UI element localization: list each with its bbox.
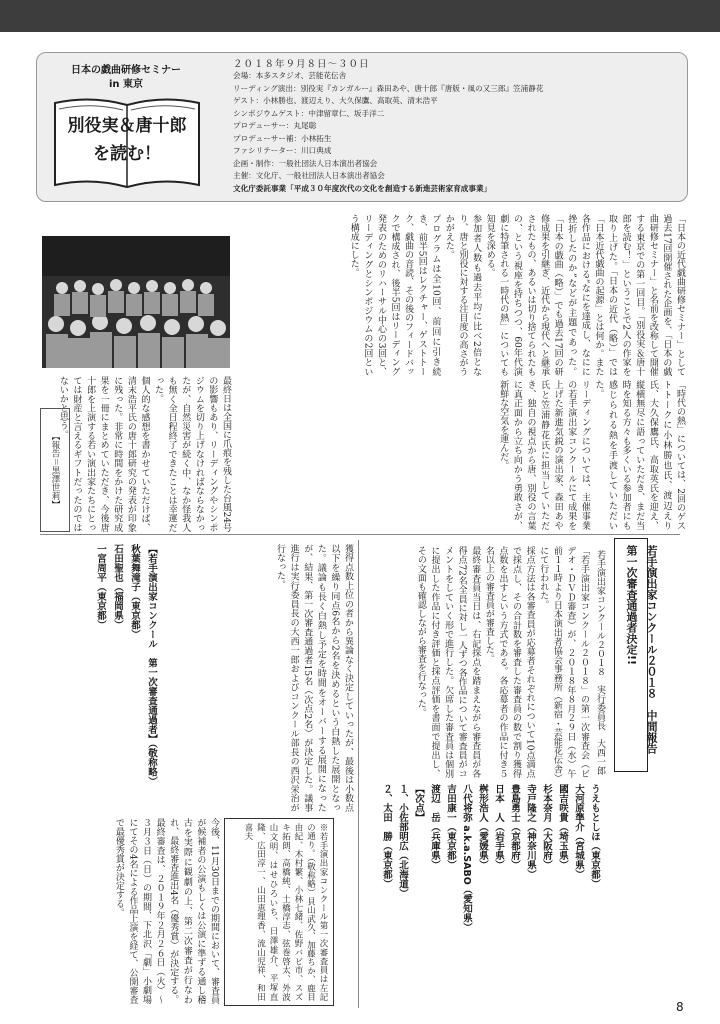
- closing-paragraph: 最終審査は、２０１９年２月２６日（火）～３月３日（日）の期間、下北沢「劇」小劇場にてその4名による作品上演を経て、公開審査で最優秀賞が決定する。: [113, 818, 165, 1004]
- passers-list-head: [40, 544, 160, 812]
- report-body-middle: [236, 380, 686, 530]
- top-bar: [0, 0, 720, 32]
- detail-producer: プロデューサー：丸尾聡: [233, 121, 317, 130]
- report-body-lower: [57, 376, 232, 532]
- seminar-title: 日本の戯曲研修セミナー: [71, 65, 181, 76]
- passer-item: 八代将弥 a.k.a.SABO（愛知県）: [461, 784, 472, 933]
- runner-up-item: ２、太田 勝（東京都）: [381, 784, 392, 889]
- book-title-line1: 別役実＆唐十郎: [67, 116, 187, 136]
- concours-title: 若手演出家コンクール２０１８ 中間報告 第一次審査通過者決定!!: [625, 545, 658, 765]
- passer-item: 日本 人（岩手県）: [493, 784, 504, 870]
- report-paragraph: 最終日は全国に爪痕を残した台風24号の影響もあり、リーディングやシンポジウムを切り上げなければならなかったが、自然災害が続く中、なか怪我人も無く全日程終了できたことは幸運だった。: [153, 376, 231, 532]
- report-paragraph: 「時代の熱」については、2回のゲストトークに小林勝也氏、渡辺えり氏、大久保鷹氏、高取英氏を迎え、縦横無尽に語っていただき、まだ当時を知る方々も多くいる参加者にも感じられる熱を手渡していただいた。: [593, 380, 685, 530]
- judges-note: ※若手演出家コンクール第一次審査員は左記の通り。（敬称略）貝山武久、加藤ちか、鹿目由紀、木村繁、小林七緒、佐野バビ市、スズキ拓朗、高橋純、土橋淳志、弦巻啓太、外波山文明、はせひろいち、日澤雄介、平塚直隆、広田淳一、山田恵理香、流山児祥、和田喜夫: [243, 823, 328, 1001]
- seminar-badge: [45, 59, 207, 195]
- passers-list: [366, 784, 602, 1002]
- passer-item: 石田聖也（福岡県）: [112, 544, 123, 630]
- concours-reporter: 若手演出家コンクール２０１８ 実行委員長 大西一郎: [595, 550, 605, 775]
- report-paragraph: 参加者人数も過去平均に比べ2倍となり、唐と別役に対する注目度の高さがうかがえた。: [443, 214, 482, 376]
- concours-paragraph: 獲得点数上位の者から異論なく決定していったが、最後は小数点以下を繰り同点6名から2名を決めるという白熱した展開となった。議論も長く白熱し予定を時間をオーバーする展開になったが、結果、第一次審査通過者15名（次点2名）が決定した。議事進行は実行委員長の大西一郎およびコンクール部長の西沢栄治が行なった。: [275, 544, 353, 812]
- detail-guests: ゲスト：小林勝也、渡辺えり、大久保鷹、高取英、清末浩平: [233, 96, 438, 105]
- seminar-date: ２０１８年９月８日～３０日: [233, 59, 370, 70]
- passer-item: 杉本奈月（大阪府）: [541, 784, 552, 870]
- report-paragraph: 「日本の近代戯曲研修セミナー」として過去17回開催された企画を、「日本の戯曲研修セミナー」と名前を改称して開催する東京での第一回目。「別役実＆唐十郎を読む！」ということで2人の作家を取り上げた。「日本の近代（略）」では「日本近代戯曲の起源」とは何か。また各作品における“なにを達成し、なにに挫折したのか”などが主題であった。「日本の戯曲（略）」でも過去17回の研修成果を引継ぎ、近代から現代へと継承されたもの、あるいは切り捨てられたもの、という視座を持ちつつ、60年代演劇に特筆される一時代の熱」についても知見を深める。: [484, 214, 685, 376]
- runner-up-item: １、小佐部明広（北海道）: [397, 784, 408, 898]
- detail-assistant: プロデューサー補：小林拓生: [233, 133, 332, 143]
- detail-direction: リーディング演出：別役実『カンガルー』森田あや、唐十郎『唐版・風の又三郎』笠浦静花: [233, 83, 544, 93]
- passer-item: 桝形浩人（愛媛県）: [477, 784, 488, 870]
- report-body-upper: [236, 214, 686, 376]
- report-paragraph: プログラムは全10回、前回に引き続き、前半5回はレクチャー、ゲストトーク、戯曲の音読、その後のフィードバックで構成され、後半5回はリーディング発表のためのリハーサル中心の3回と、リーディングとシンポジウムの2回という構成にした。: [348, 214, 441, 376]
- detail-venue: 会場：本多スタジオ、芸能花伝舎: [233, 71, 347, 80]
- detail-planning: 企画・制作：一般社団法人日本演出者協会: [233, 158, 378, 168]
- passer-item: 寺戸隆之（神奈川県）: [525, 784, 536, 879]
- judges-note-box: [224, 818, 334, 1006]
- seminar-details: [233, 70, 683, 195]
- closing-paragraph: 今後、11月30日までの期間において、審査員が候補者の公演もしくは公演に準ずる通し稽古を実際に観劇の上、第二次審査が行なわれ、最終審査進出4名（優秀賞）が決定する。: [168, 818, 219, 1004]
- concours-paragraph: 最終審査員当日は、右記採点を踏まえながら審査員が各得点72名全員に対し一人ずつ各作品について審査員がコメントをしていく形で進行した。欠席した審査員は個別に提出した作品に付き評価と採点評価を書面で提出し、その文面も確認しながら審査を行なった。: [415, 546, 481, 778]
- closing-text: [40, 818, 220, 1004]
- report-signature: 【報告＝黒澤世莉】: [40, 408, 70, 532]
- concours-title-box: [614, 538, 658, 772]
- concours-paragraph: 採点方法は各審査員が応募者それぞれについて10点満点で採点し、その合計数を審査した審査員の数で割り獲得点数を出すという方式である。各応募者の作品に付き５名以上の審査員が審査した。: [483, 546, 535, 778]
- book-title-line2: を読む！: [93, 144, 161, 164]
- concours-paragraph: 「若手演出家コンクール２０１８」の第一次審査会（ビデオ・ＤＶＤ審査）が、２０１８年８月２９日（水）午前１１時より日本演出者協会事務所（新宿・芸能花伝舎）にて行われた。: [538, 546, 589, 778]
- passer-item: 秋葉舞滝子（東京都）: [129, 544, 140, 639]
- detail-organizer: 主催：文化庁、一般社団法人日本演出者協会: [233, 171, 385, 180]
- detail-symposium: シンポジウムゲスト：中津留章仁、坂手洋二: [233, 108, 385, 118]
- passers-list-title: 【若手演出家コンクール 第一次審査通過者】（敬称略）: [146, 544, 157, 787]
- audience-photo-icon: [42, 236, 230, 368]
- column-divider: [358, 540, 359, 1008]
- runner-up-title: 【次点】: [413, 784, 424, 822]
- passer-item: 豊島勇士（京都府）: [509, 784, 520, 870]
- report-paragraph: 個人的な感想を書かせていただけば、清末浩平氏の唐十郎研究の発表が印象に残った。非常に時間をかけた研究成果を一冊にまとめていただき、今後唐十郎を上演する若い演出家たちにとっては財産と言えるギフトだったのではないかと思う。: [57, 376, 150, 532]
- section-divider: [40, 534, 680, 535]
- seminar-header-box: [36, 52, 688, 202]
- seminar-city: in 東京: [108, 79, 144, 90]
- passer-item: 大河原準介（宮城県）: [573, 784, 584, 879]
- passer-item: うえもとしほ（東京都）: [589, 784, 600, 889]
- detail-program: 文化庁委託事業「平成３０年度次代の文化を創造する新進芸術家育成事業」: [233, 183, 492, 193]
- passer-item: 吉田康一（東京都）: [445, 784, 456, 870]
- concours-body-upper: [366, 546, 590, 778]
- rehearsal-photo: [42, 236, 230, 368]
- report-paragraph: リーディングについては、主催事業の若手演出家コンクールにて成果を上げた新進気鋭の演出家、森田あや氏と笠浦静花氏に担当していただき、独自の視点から唐、別役の言葉に真正面から立ち向かう勇敢さが、新鮮な空気を運んだ。: [498, 380, 590, 530]
- page-number: 8: [676, 1000, 684, 1014]
- detail-facilitator: ファシリテーター：川口典成: [233, 146, 332, 155]
- passer-item: 渡辺 岳（兵庫県）: [429, 784, 440, 870]
- passer-item: 國吉咲貴（埼玉県）: [557, 784, 568, 870]
- passer-item: 一宮周平（東京都）: [95, 544, 106, 630]
- concours-body-lower: [164, 544, 354, 812]
